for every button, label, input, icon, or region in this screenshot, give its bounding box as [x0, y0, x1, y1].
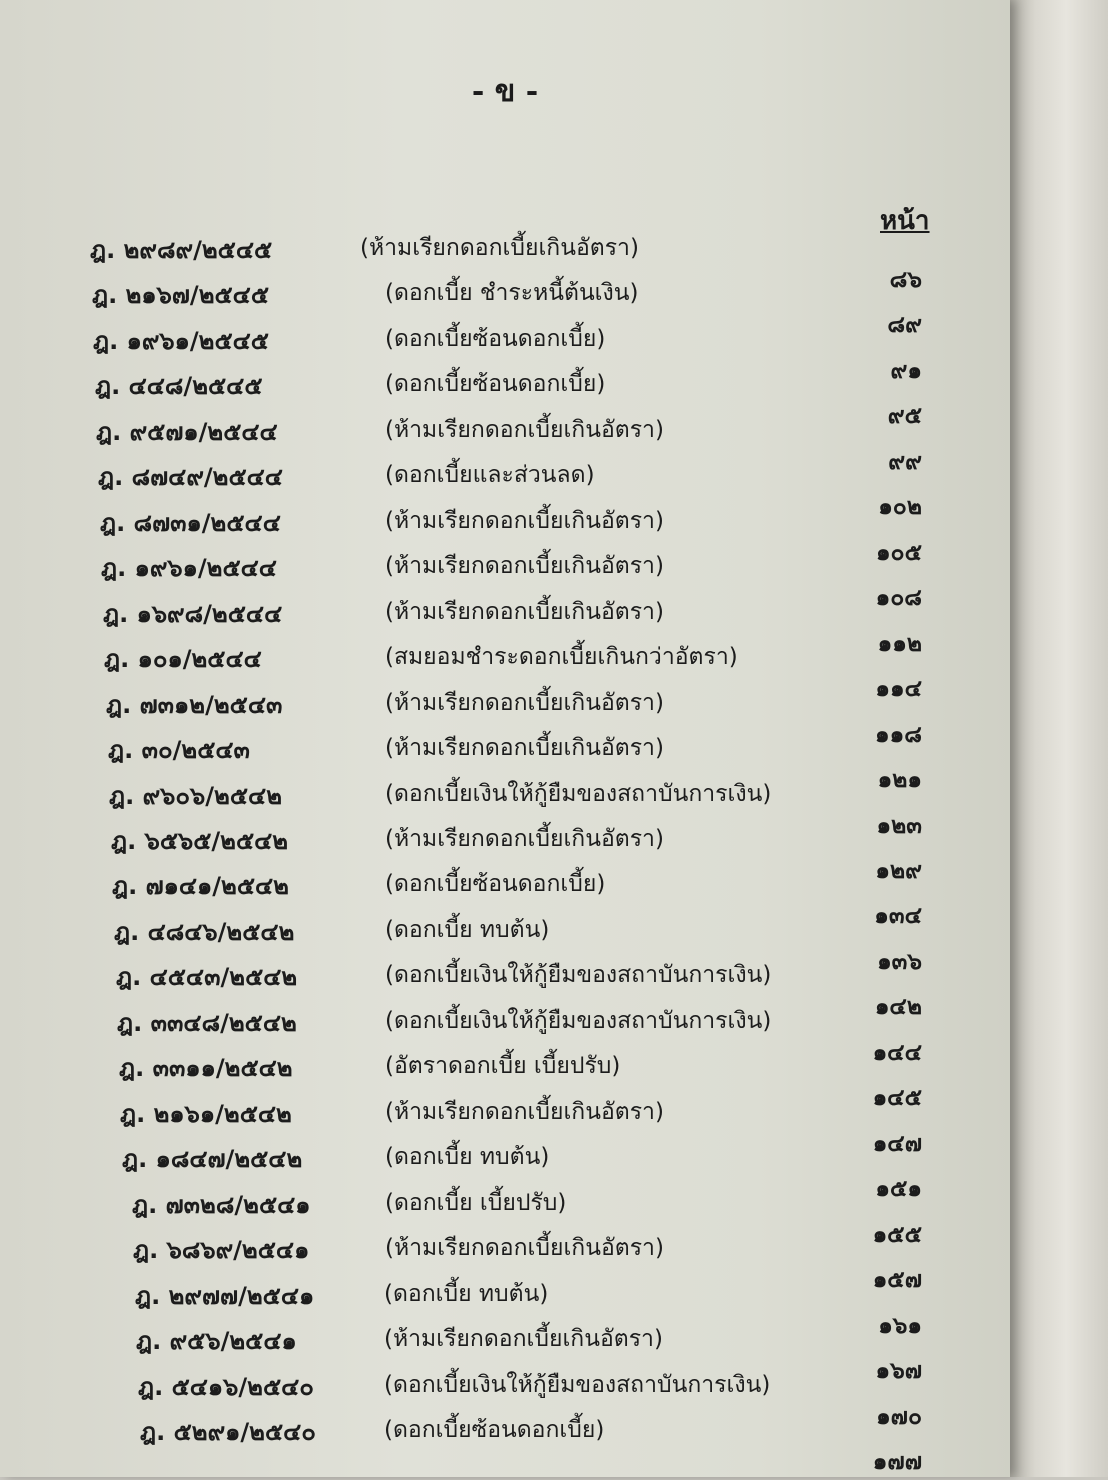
page-number: ๑๖๑ — [878, 1312, 922, 1339]
case-number: ฎ. ๓๓๔๘/๒๕๔๒ — [117, 1008, 297, 1037]
case-topic: (ห้ามเรียกดอกเบี้ยเกินอัตรา) — [385, 689, 664, 716]
page-number: ๑๕๗ — [872, 1267, 922, 1294]
toc-entry — [0, 821, 1010, 884]
toc-entry — [0, 912, 1010, 975]
page-number: ๑๖๗ — [875, 1358, 922, 1385]
page-number: ๑๑๒ — [877, 630, 922, 657]
page-number: ๑๗๐ — [876, 1403, 922, 1430]
toc-entry — [0, 230, 1010, 293]
page-number: ๘๙ — [887, 312, 922, 339]
case-topic: (ห้ามเรียกดอกเบี้ยเกินอัตรา) — [385, 553, 664, 580]
case-number: ฎ. ๒๑๖๑/๒๕๔๒ — [120, 1099, 292, 1128]
case-topic: (อัตราดอกเบี้ย เบี้ยปรับ) — [385, 1053, 621, 1080]
case-number: ฎ. ๕๒๙๑/๒๕๔๐ — [140, 1418, 316, 1446]
case-topic: (ห้ามเรียกดอกเบี้ยเกินอัตรา) — [360, 235, 639, 261]
case-topic: (ดอกเบี้ยเงินให้กู้ยืมของสถาบันการเงิน) — [385, 1007, 772, 1034]
case-number: ฎ. ๓๐/๒๕๔๓ — [108, 736, 250, 765]
case-number: ฎ. ๖๕๖๕/๒๕๔๒ — [111, 827, 289, 855]
case-topic: (ดอกเบี้ยเงินให้กู้ยืมของสถาบันการเงิน) — [385, 780, 772, 807]
case-topic: (ดอกเบี้ย ทบต้น) — [385, 1144, 550, 1171]
page-number: ๙๕ — [887, 403, 922, 430]
page-number: ๑๔๔ — [872, 1039, 922, 1066]
case-topic: (ห้ามเรียกดอกเบี้ยเกินอัตรา) — [385, 598, 664, 625]
case-number: ฎ. ๙๕๖/๒๕๔๑ — [136, 1327, 297, 1356]
case-number: ฎ. ๒๙๗๗/๒๕๔๑ — [135, 1281, 315, 1310]
page-number: ๑๒๓ — [876, 812, 922, 839]
case-number: ฎ. ๒๙๘๙/๒๕๔๕ — [90, 236, 273, 264]
case-number: ฎ. ๔๔๘/๒๕๔๕ — [95, 372, 263, 401]
case-topic: (ห้ามเรียกดอกเบี้ยเกินอัตรา) — [385, 1098, 664, 1125]
toc-entry — [0, 594, 1010, 657]
page-number: ๑๕๑ — [875, 1176, 922, 1203]
toc-entry — [0, 503, 1010, 566]
toc-entry — [0, 412, 1010, 475]
case-number: ฎ. ๒๑๖๗/๒๕๔๕ — [92, 281, 269, 310]
toc-entry — [0, 1094, 1010, 1157]
case-topic: (ห้ามเรียกดอกเบี้ยเกินอัตรา) — [385, 416, 664, 443]
case-number: ฎ. ๘๗๔๙/๒๕๔๔ — [98, 463, 283, 492]
toc-entry — [0, 548, 1010, 612]
case-number: ฎ. ๑๖๙๘/๒๕๔๔ — [103, 599, 283, 628]
page-number: ๑๑๔ — [875, 676, 922, 703]
page-number: ๑๐๕ — [875, 539, 922, 566]
case-number: ฎ. ๑๙๖๑/๒๕๔๔ — [101, 554, 277, 583]
page-number: ๙๑ — [890, 357, 922, 384]
toc-entry — [0, 1276, 1010, 1339]
case-topic: (ดอกเบี้ยซ้อนดอกเบี้ย) — [385, 871, 606, 898]
page-edge — [1004, 0, 1108, 1477]
case-number: ฎ. ๗๓๒๘/๒๕๔๑ — [132, 1190, 311, 1219]
case-number: ฎ. ๗๑๔๑/๒๕๔๒ — [112, 872, 289, 901]
case-topic: (ดอกเบี้ยเงินให้กู้ยืมของสถาบันการเงิน) — [385, 962, 772, 989]
page-number: ๑๒๑ — [877, 767, 922, 794]
case-number: ฎ. ๔๘๔๖/๒๕๔๒ — [114, 917, 295, 946]
page-number: ๑๐๘ — [875, 585, 922, 612]
case-topic: (สมยอมชำระดอกเบี้ยเกินกว่าอัตรา) — [385, 644, 738, 671]
page-number: ๑๓๔ — [874, 903, 922, 930]
page-number: ๑๔๕ — [872, 1085, 922, 1112]
page-number: ๑๐๒ — [878, 494, 922, 521]
case-topic: (ห้ามเรียกดอกเบี้ยเกินอัตรา) — [385, 1235, 664, 1262]
case-number: ฎ. ๖๘๖๙/๒๕๔๑ — [133, 1236, 310, 1265]
case-topic: (ดอกเบี้ย ชำระหนี้ต้นเงิน) — [385, 280, 639, 307]
toc-entry — [0, 1185, 1010, 1248]
page-number: ๙๙ — [888, 448, 922, 475]
case-number: ฎ. ๔๕๔๓/๒๕๔๒ — [116, 963, 298, 992]
page-number: ๑๔๗ — [872, 1130, 922, 1157]
case-topic: (ดอกเบี้ยซ้อนดอกเบี้ย) — [384, 1417, 605, 1443]
case-number: ฎ. ๗๓๑๒/๒๕๔๓ — [106, 690, 283, 719]
case-topic: (ห้ามเรียกดอกเบี้ยเกินอัตรา) — [385, 507, 664, 534]
case-topic: (ดอกเบี้ย เบี้ยปรับ) — [385, 1189, 567, 1216]
toc-entry — [0, 1003, 1010, 1066]
case-topic: (ดอกเบี้ยซ้อนดอกเบี้ย) — [385, 371, 606, 398]
case-topic: (ห้ามเรียกดอกเบี้ยเกินอัตรา) — [384, 1326, 663, 1353]
page-column-label: หน้า — [880, 206, 930, 236]
case-topic: (ห้ามเรียกดอกเบี้ยเกินอัตรา) — [385, 826, 664, 852]
case-number: ฎ. ๕๔๑๖/๒๕๔๐ — [138, 1372, 314, 1401]
toc-entry — [0, 1412, 1010, 1475]
page-number: ๘๖ — [889, 267, 922, 293]
case-number: ฎ. ๑๘๔๗/๒๕๔๒ — [122, 1145, 303, 1174]
case-topic: (ดอกเบี้ยเงินให้กู้ยืมของสถาบันการเงิน) — [384, 1371, 771, 1398]
case-number: ฎ. ๓๓๑๑/๒๕๔๒ — [119, 1054, 293, 1083]
case-topic: (ดอกเบี้ยและส่วนลด) — [385, 462, 595, 489]
case-number: ฎ. ๑๐๑/๒๕๔๔ — [104, 645, 262, 674]
case-topic: (ดอกเบี้ยซ้อนดอกเบี้ย) — [385, 325, 606, 352]
page-number: ๑๒๙ — [875, 858, 922, 884]
case-number: ฎ. ๙๖๐๖/๒๕๔๒ — [109, 781, 283, 810]
page-header: - ข - — [471, 74, 539, 109]
case-topic: (ดอกเบี้ย ทบต้น) — [385, 916, 550, 943]
page-number: ๑๔๒ — [874, 994, 922, 1021]
case-number: ฎ. ๙๕๗๑/๒๕๔๔ — [96, 417, 278, 446]
page-number: ๑๕๕ — [872, 1221, 922, 1248]
page-number: ๑๓๖ — [877, 948, 922, 975]
toc-entry — [0, 321, 1010, 384]
case-topic: (ห้ามเรียกดอกเบี้ยเกินอัตรา) — [385, 735, 664, 762]
page-number: ๑๗๗ — [872, 1449, 922, 1475]
case-number: ฎ. ๑๙๖๑/๒๕๔๕ — [93, 326, 269, 355]
toc-entry — [0, 957, 1010, 1021]
case-number: ฎ. ๘๗๓๑/๒๕๔๔ — [100, 508, 281, 537]
page-number: ๑๑๘ — [875, 721, 922, 748]
toc-entry — [0, 685, 1010, 748]
case-topic: (ดอกเบี้ย ทบต้น) — [384, 1280, 549, 1307]
